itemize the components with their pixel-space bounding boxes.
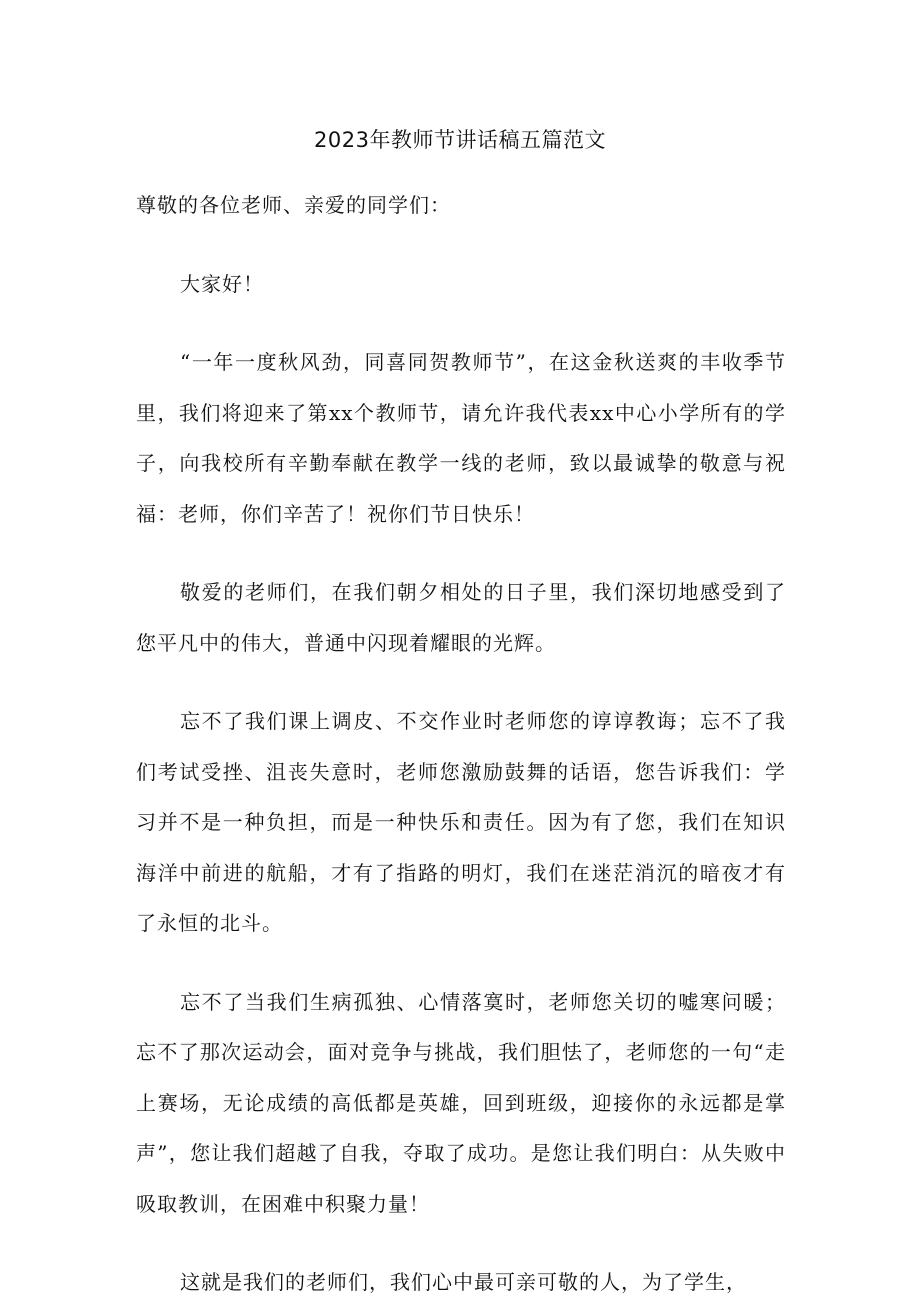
paragraph-1: “一年一度秋风劲，同喜同贺教师节”，在这金秋送爽的丰收季节里，我们将迎来了第xx个教师节，请允许我代表xx中心小学所有的学子，向我校所有辛勤奉献在教学一线的老师，致以最诚挚的敬意与祝福：老师，你们辛苦了！祝你们节日快乐！ bbox=[136, 350, 786, 526]
document-body bbox=[136, 180, 786, 1308]
salutation: 尊敬的各位老师、亲爱的同学们： bbox=[136, 193, 451, 217]
paragraph-4: 忘不了当我们生病孤独、心情落寞时，老师您关切的嘘寒问暖；忘不了那次运动会，面对竞争与挑战，我们胆怯了，老师您的一句“走上赛场，无论成绩的高低都是英雄，回到班级，迎接你的永远都是掌声”，您让我们超越了自我，夺取了成功。是您让我们明白：从失败中吸取教训，在困难中积聚力量！ bbox=[136, 989, 786, 1216]
paragraph-greeting: 大家好！ bbox=[180, 271, 264, 296]
paragraph-3: 忘不了我们课上调皮、不交作业时老师您的谆谆教诲；忘不了我们考试受挫、沮丧失意时，老师您激励鼓舞的话语，您告诉我们：学习并不是一种负担，而是一种快乐和责任。因为有了您，我们在知识海洋中前进的航船，才有了指路的明灯，我们在迷茫消沉的暗夜才有了永恒的北斗。 bbox=[136, 709, 786, 935]
paragraph-2: 敬爱的老师们，在我们朝夕相处的日子里，我们深切地感受到了您平凡中的伟大，普通中闪现着耀眼的光辉。 bbox=[136, 580, 786, 655]
paragraph-5: 这就是我们的老师们，我们心中最可亲可敬的人，为了学生， bbox=[180, 1270, 747, 1294]
document-title: 2023年教师节讲话稿五篇范文 bbox=[314, 128, 606, 152]
